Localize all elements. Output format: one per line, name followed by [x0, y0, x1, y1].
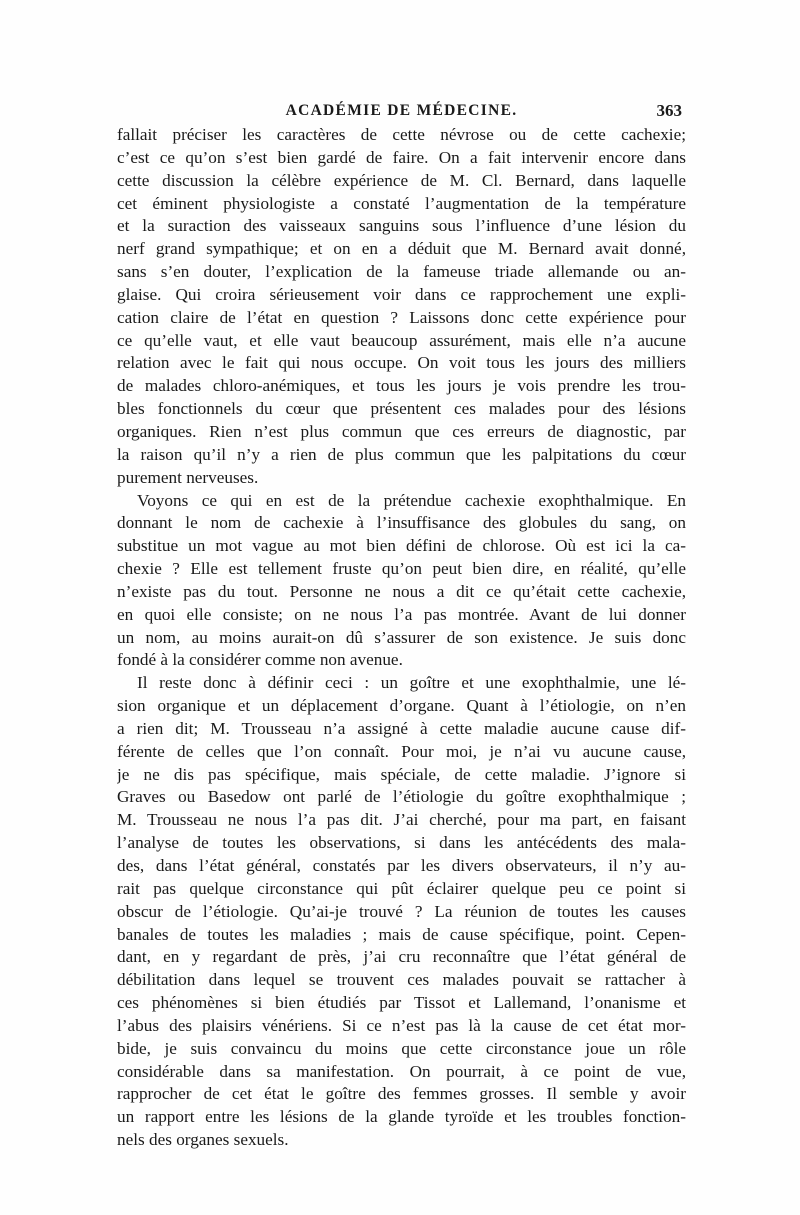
text-line: bide, je suis convaincu du moins que cette circonstance joue un rôle	[117, 1038, 686, 1058]
text-line: cet éminent physiologiste a constaté l’augmentation de la température	[117, 193, 686, 213]
text-line: relation avec le fait qui nous occupe. On voit tous les jours des milliers	[117, 353, 686, 373]
text-line: l’abus des plaisirs vénériens. Si ce n’est pas là la cause de cet état mor-	[117, 1015, 686, 1035]
text-line: considérable dans sa manifestation. On pourrait, à ce point de vue,	[117, 1061, 686, 1081]
text-line: Il reste donc à définir ceci : un goître et une exophthalmie, une lé-	[137, 673, 686, 693]
text-line: un rapport entre les lésions de la glande tyroïde et les troubles fonction-	[117, 1107, 686, 1127]
text-line: substitue un mot vague au mot bien défini de chlorose. Où est ici la ca-	[117, 536, 686, 556]
text-line: bles fonctionnels du cœur que présentent ces malades pour des lésions	[117, 399, 686, 419]
text-line: et la suraction des vaisseaux sanguins sous l’influence d’une lésion du	[117, 216, 686, 236]
running-head	[117, 98, 686, 124]
text-line: banales de toutes les maladies ; mais de cause spécifique, point. Cepen-	[117, 924, 686, 944]
running-title: ACADÉMIE DE MÉDECINE.	[285, 102, 518, 119]
text-line: M. Trousseau ne nous l’a pas dit. J’ai cherché, pour ma part, en faisant	[117, 810, 686, 830]
text-line: sans s’en douter, l’explication de la fameuse triade allemande ou an-	[117, 262, 686, 282]
text-line: des, dans l’état général, constatés par les divers observateurs, il n’y au-	[117, 856, 686, 875]
text-line: fallait préciser les caractères de cette névrose ou de cette cachexie;	[117, 125, 686, 144]
text-line: débilitation dans lequel se trouvent ces malades pouvait se rattacher à	[117, 970, 686, 990]
text-line: n’existe pas du tout. Personne ne nous a dit ce qu’était cette cachexie,	[117, 581, 686, 601]
text-line: Voyons ce qui en est de la prétendue cachexie exophthalmique. En	[137, 490, 686, 510]
text-line: organiques. Rien n’est plus commun que ces erreurs de diagnostic, par	[117, 421, 686, 441]
text-line: rapprocher de cet état le goître des femmes grosses. Il semble y avoir	[117, 1084, 686, 1104]
body-text	[117, 124, 686, 1152]
text-line: l’analyse de toutes les observations, si dans les antécédents des mala-	[117, 833, 686, 853]
text-line: fondé à la considérer comme non avenue.	[117, 650, 403, 670]
text-line: chexie ? Elle est tellement fruste qu’on peut bien dire, en réalité, qu’elle	[117, 559, 686, 579]
text-line: férente de celles que l’on connaît. Pour moi, je n’ai vu aucune cause,	[117, 741, 686, 761]
text-line: cette discussion la célèbre expérience de M. Cl. Bernard, dans laquelle	[117, 170, 686, 190]
text-line: je ne dis pas spécifique, mais spéciale, de cette maladie. J’ignore si	[117, 764, 686, 784]
text-line: nerf grand sympathique; et on en a déduit que M. Bernard avait donné,	[117, 239, 686, 259]
text-line: sion organique et un déplacement d’organe. Quant à l’étiologie, on n’en	[117, 696, 686, 716]
text-line: de malades chloro-anémiques, et tous les jours je vois prendre les trou-	[117, 376, 686, 396]
text-line: un nom, au moins aurait-on dû s’assurer de son existence. Je suis donc	[117, 627, 686, 647]
text-line: rait pas quelque circonstance qui pût éclairer quelque peu ce point si	[117, 878, 686, 898]
text-line: en quoi elle consiste; on ne nous l’a pas montrée. Avant de lui donner	[117, 604, 686, 624]
text-line: glaise. Qui croira sérieusement voir dans ce rapprochement une expli-	[117, 284, 686, 304]
text-line: nels des organes sexuels.	[117, 1130, 289, 1150]
text-line: la raison qu’il n’y a rien de plus commun que les palpitations du cœur	[117, 444, 686, 464]
text-line: cation claire de l’état en question ? Laissons donc cette expérience pour	[117, 307, 686, 327]
text-line: c’est ce qu’on s’est bien gardé de faire. On a fait intervenir encore dans	[117, 147, 686, 167]
page-number: 363	[656, 101, 682, 120]
text-line: obscur de l’étiologie. Qu’ai-je trouvé ? La réunion de toutes les causes	[117, 901, 686, 921]
text-line: a rien dit; M. Trousseau n’a assigné à cette maladie aucune cause dif-	[117, 718, 686, 738]
text-line: dant, en y regardant de près, j’ai cru reconnaître que l’état général de	[117, 947, 686, 967]
text-line: donnant le nom de cachexie à l’insuffisance des globules du sang, on	[117, 513, 686, 533]
text-line: purement nerveuses.	[117, 467, 259, 487]
text-line: ce qu’elle vaut, et elle vaut beaucoup assurément, mais elle n’a aucune	[117, 330, 686, 350]
text-line: Graves ou Basedow ont parlé de l’étiologie du goître exophthalmique ;	[117, 787, 686, 807]
text-line: ces phénomènes si bien étudiés par Tissot et Lallemand, l’onanisme et	[117, 993, 686, 1013]
